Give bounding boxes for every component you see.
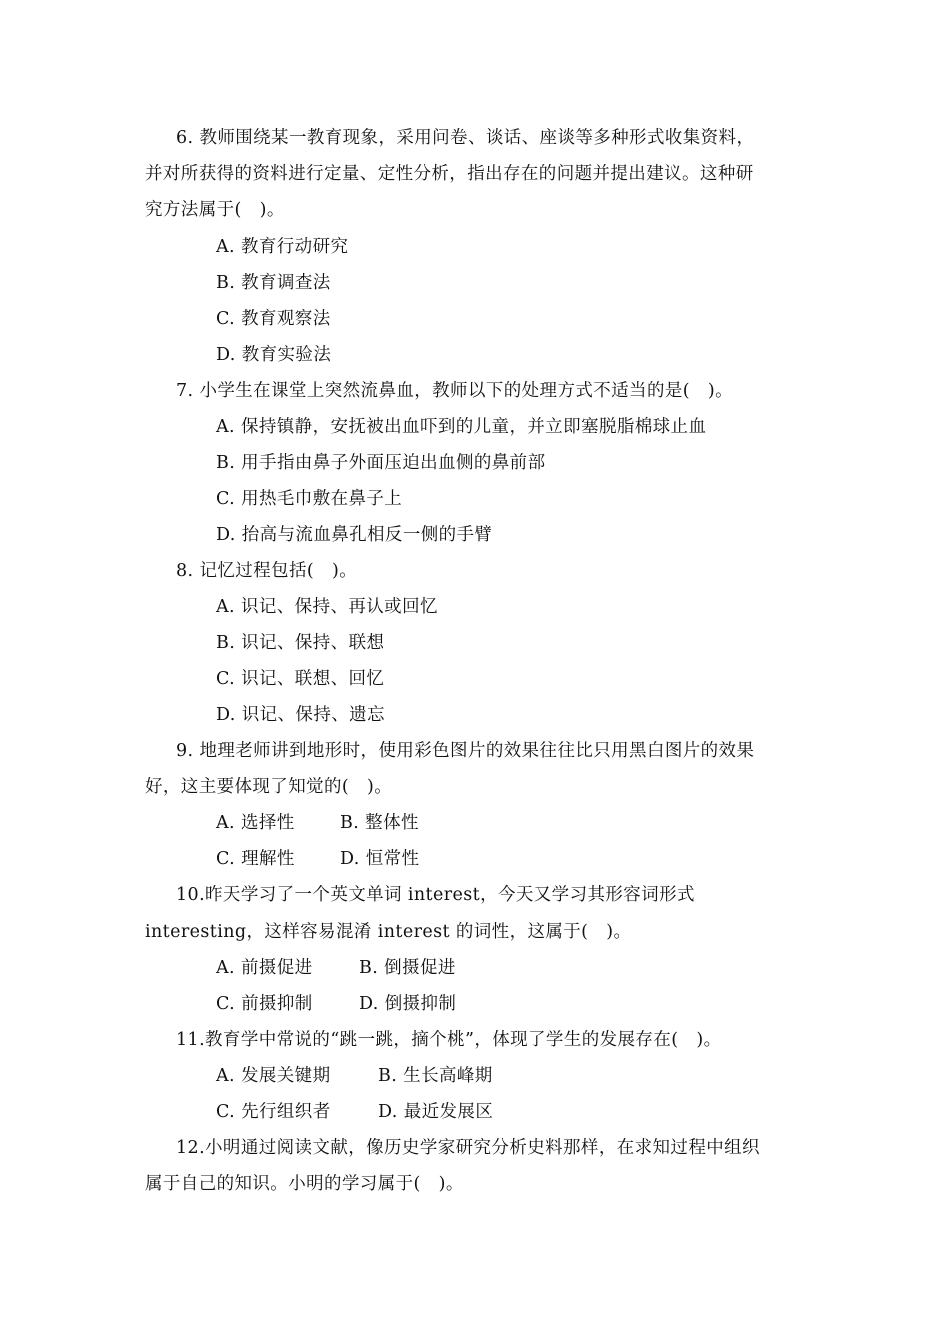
question-9-option-a: A. 选择性 (216, 813, 295, 833)
question-7-option-d: D. 抬高与流血鼻孔相反一侧的手臂 (216, 525, 493, 545)
question-11-options-row-2 (216, 1101, 494, 1123)
question-6-stem: 6. 教师围绕某一教育现象，采用问卷、谈话、座谈等多种形式收集资料， (176, 128, 755, 148)
question-10-option-c: C. 前摄抑制 (216, 994, 313, 1014)
question-7-option-a: A. 保持镇静，安抚被出血吓到的儿童，并立即塞脱脂棉球止血 (216, 417, 707, 437)
question-9-stem: 9. 地理老师讲到地形时，使用彩色图片的效果往往比只用黑白图片的效果 (176, 741, 755, 761)
question-9-option-b: B. 整体性 (340, 813, 419, 833)
question-9-options-row-2 (216, 848, 420, 870)
question-11-options-row-1 (216, 1065, 493, 1087)
question-10-option-a: A. 前摄促进 (216, 958, 313, 978)
question-11-stem: 11.教育学中常说的“跳一跳，摘个桃”，体现了学生的发展存在( )。 (176, 1030, 722, 1050)
question-9-stem-end: 好，这主要体现了知觉的( )。 (145, 777, 393, 797)
question-6-option-c: C. 教育观察法 (216, 309, 331, 329)
question-11-option-a: A. 发展关键期 (216, 1066, 331, 1086)
question-8-stem: 8. 记忆过程包括( )。 (176, 561, 358, 581)
question-8-option-a: A. 识记、保持、再认或回忆 (216, 597, 438, 617)
question-6-option-d: D. 教育实验法 (216, 345, 332, 365)
question-10-option-b: B. 倒摄促进 (359, 958, 456, 978)
question-6-option-b: B. 教育调查法 (216, 273, 331, 293)
question-7-option-c: C. 用热毛巾敷在鼻子上 (216, 489, 403, 509)
question-10-options-row-2 (216, 993, 457, 1015)
question-10-stem: 10.昨天学习了一个英文单词 interest，今天又学习其形容词形式 (176, 885, 695, 905)
question-9-option-d: D. 恒常性 (340, 849, 420, 869)
question-7-stem: 7. 小学生在课堂上突然流鼻血，教师以下的处理方式不适当的是( )。 (176, 381, 734, 401)
question-10-stem-end: interesting，这样容易混淆 interest 的词性，这属于( )。 (145, 922, 632, 942)
question-11-option-c: C. 先行组织者 (216, 1102, 331, 1122)
question-8-option-b: B. 识记、保持、联想 (216, 633, 385, 653)
question-12-stem-end: 属于自己的知识。小明的学习属于( )。 (145, 1174, 464, 1194)
question-12-stem: 12.小明通过阅读文献，像历史学家研究分析史料那样，在求知过程中组织 (176, 1138, 760, 1158)
question-9-options-row-1 (216, 812, 419, 834)
question-9-option-c: C. 理解性 (216, 849, 295, 869)
question-11-option-b: B. 生长高峰期 (378, 1066, 493, 1086)
question-10-options-row-1 (216, 957, 456, 979)
question-8-option-d: D. 识记、保持、遗忘 (216, 705, 385, 725)
question-6-stem-end: 究方法属于( )。 (145, 200, 285, 220)
question-6-option-a: A. 教育行动研究 (216, 237, 349, 257)
question-10-option-d: D. 倒摄抑制 (359, 994, 457, 1014)
question-6-stem-continued: 并对所获得的资料进行定量、定性分析，指出存在的问题并提出建议。这种研 (145, 164, 754, 184)
question-7-option-b: B. 用手指由鼻子外面压迫出血侧的鼻前部 (216, 453, 546, 473)
question-11-option-d: D. 最近发展区 (378, 1102, 494, 1122)
question-8-option-c: C. 识记、联想、回忆 (216, 669, 385, 689)
